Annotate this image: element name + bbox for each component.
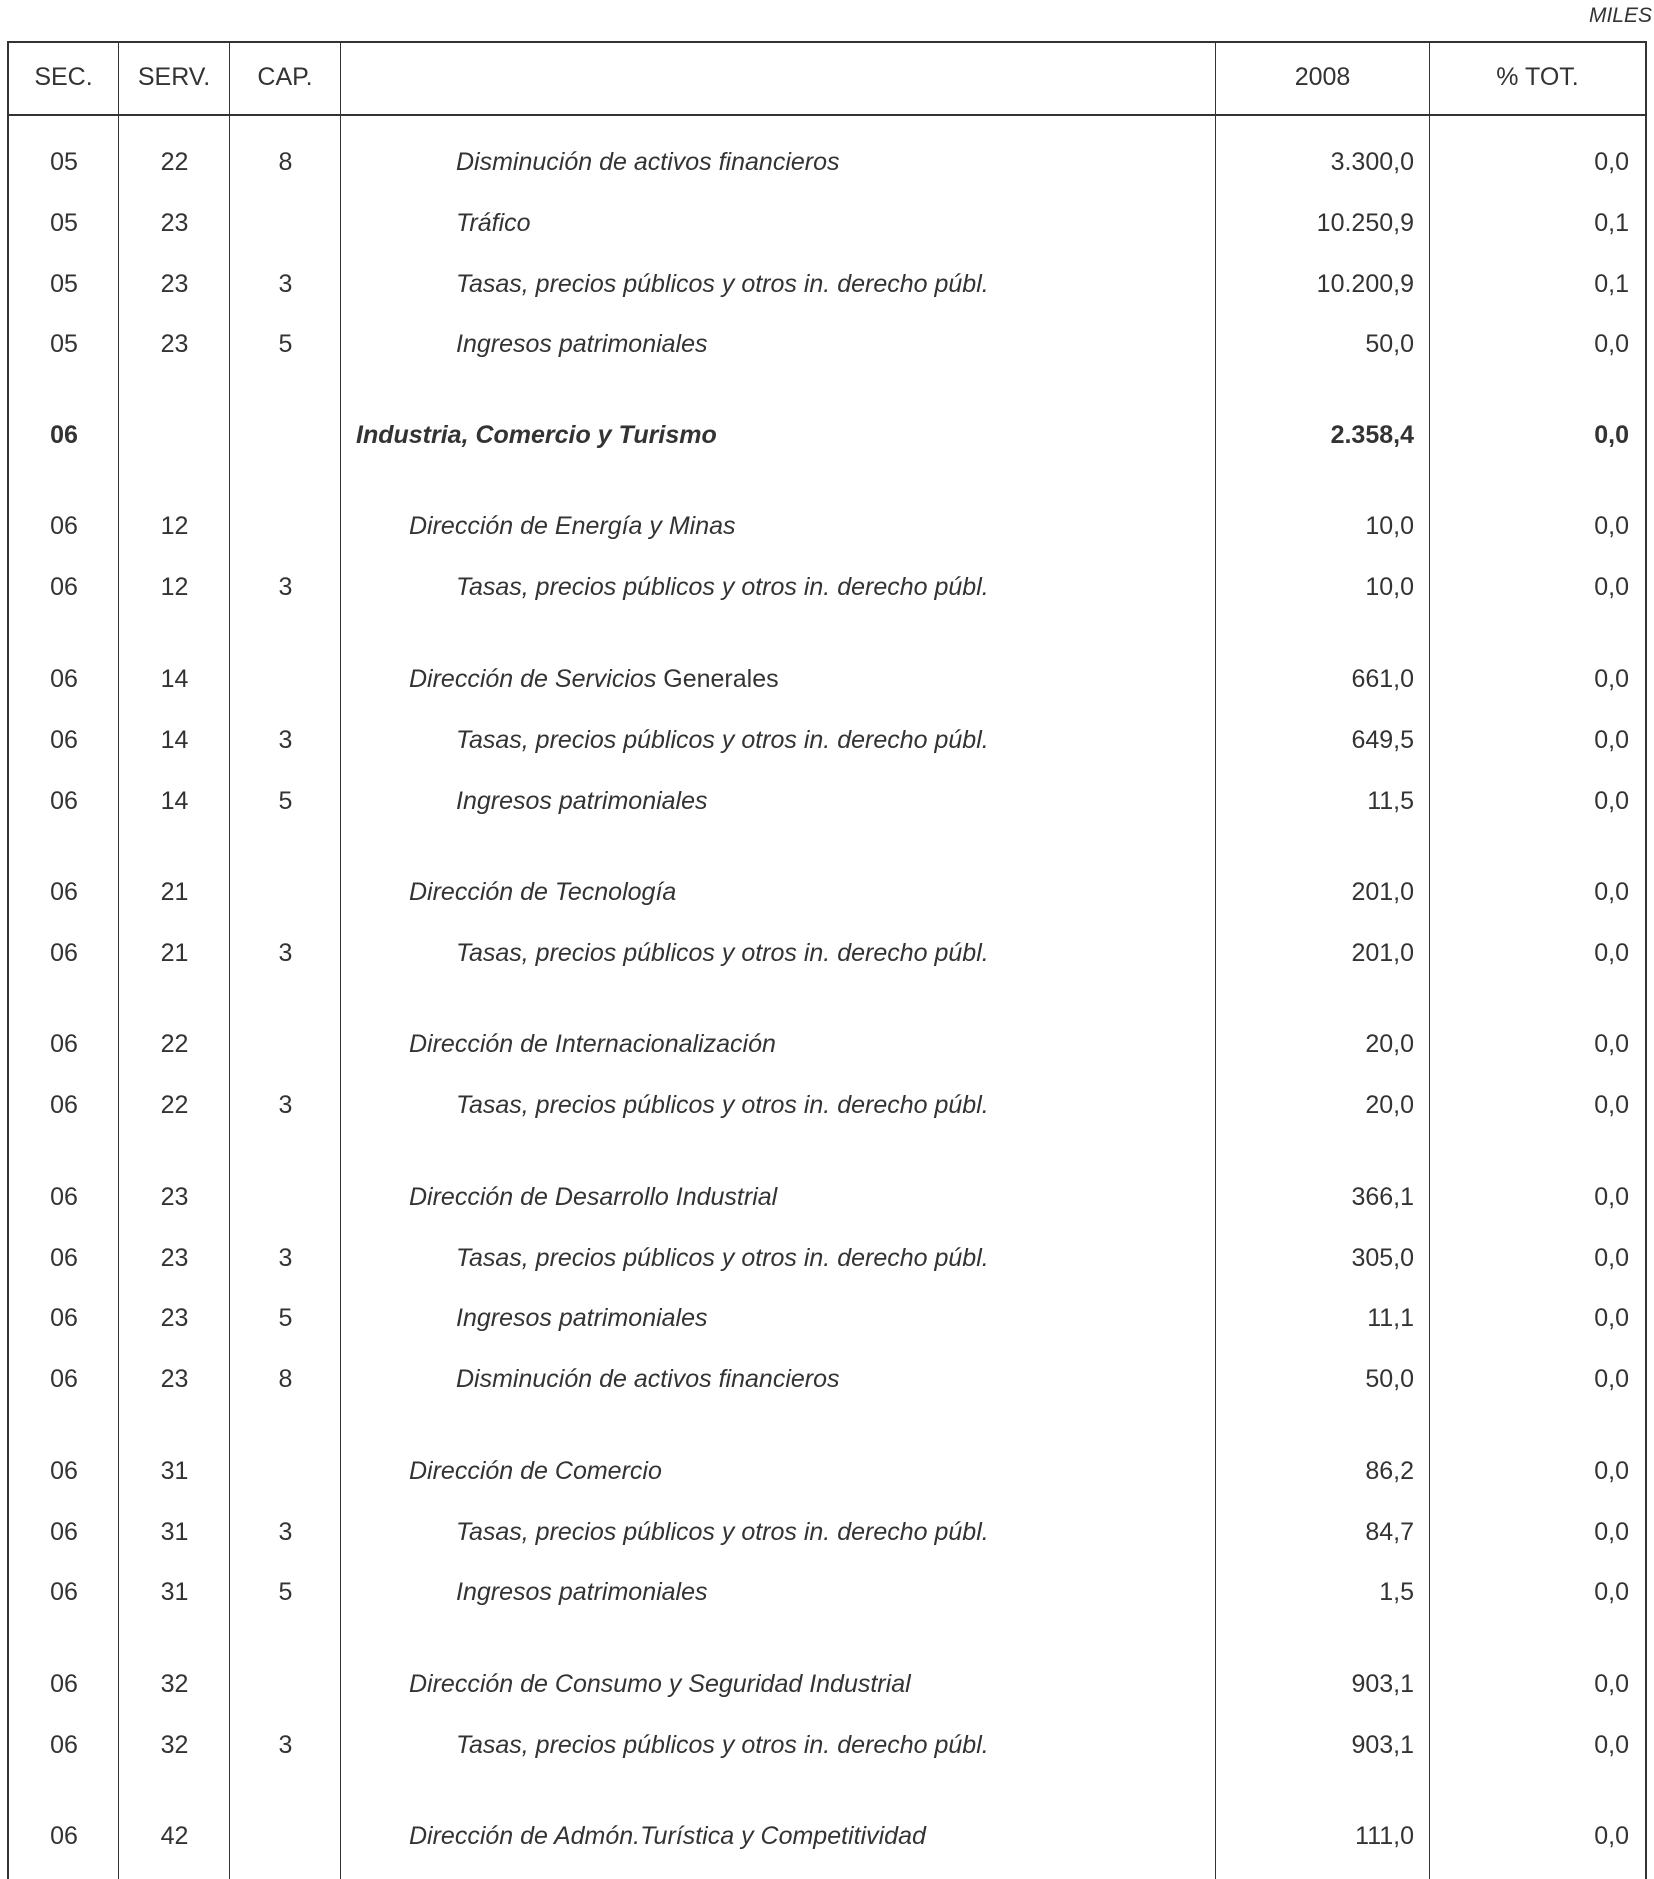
cell-description [456,1512,989,1552]
cell-cap: 3 [278,573,293,601]
table-row [0,1725,1654,1765]
description-text: Tasas, precios públicos y otros in. derecho públ. [456,1518,989,1546]
cell-serv: 21 [160,878,189,906]
cell-description [456,1238,989,1278]
cell-percent-total: 0,0 [1594,787,1629,815]
cell-percent-total: 0,0 [1594,726,1629,754]
cell-description [409,1664,911,1704]
cell-description [409,1177,777,1217]
header-year: 2008 [1294,63,1351,91]
cell-value-2008: 10.200,9 [1316,270,1414,298]
cell-sec: 06 [50,573,78,601]
cell-sec: 06 [50,787,78,815]
cell-serv: 23 [160,209,189,237]
cell-serv: 14 [160,665,189,693]
description-text: Dirección de Servicios [409,665,657,693]
description-text: Ingresos patrimoniales [456,1304,708,1332]
cell-value-2008: 10,0 [1365,512,1414,540]
cell-cap: 8 [278,1365,293,1393]
cell-value-2008: 20,0 [1365,1030,1414,1058]
cell-sec: 06 [50,421,78,449]
cell-description [409,872,676,912]
cell-cap: 3 [278,270,293,298]
cell-sec: 05 [50,330,78,358]
cell-sec: 06 [50,1670,78,1698]
cell-percent-total: 0,0 [1594,330,1629,358]
cell-serv: 14 [160,787,189,815]
cell-description [409,1024,776,1064]
cell-sec: 06 [50,939,78,967]
header-divider [7,114,1647,116]
cell-percent-total: 0,0 [1594,1578,1629,1606]
table-row [0,872,1654,912]
cell-percent-total: 0,1 [1594,209,1629,237]
cell-sec: 06 [50,1518,78,1546]
cell-description [409,659,779,699]
cell-sec: 05 [50,209,78,237]
table-row [0,720,1654,760]
table-row [0,324,1654,364]
table-row [0,1238,1654,1278]
cell-value-2008: 201,0 [1351,939,1414,967]
cell-serv: 23 [160,1365,189,1393]
cell-serv: 31 [160,1457,189,1485]
cell-percent-total: 0,0 [1594,878,1629,906]
cell-value-2008: 20,0 [1365,1091,1414,1119]
description-text: Tasas, precios públicos y otros in. derecho públ. [456,1091,989,1119]
cell-cap: 3 [278,1091,293,1119]
cell-percent-total: 0,0 [1594,573,1629,601]
description-text: Ingresos patrimoniales [456,1578,708,1606]
table-row [0,506,1654,546]
header-description [341,41,1215,114]
cell-serv: 12 [160,512,189,540]
description-text: Dirección de Internacionalización [409,1030,776,1058]
cell-description [456,1572,708,1612]
cell-percent-total: 0,0 [1594,1731,1629,1759]
cell-percent-total: 0,0 [1594,148,1629,176]
cell-sec: 06 [50,1578,78,1606]
cell-sec: 06 [50,1457,78,1485]
table-row [0,933,1654,973]
description-text: Tasas, precios públicos y otros in. derecho públ. [456,1244,989,1272]
description-text: Tasas, precios públicos y otros in. derecho públ. [456,726,989,754]
cell-cap: 8 [278,148,293,176]
cell-value-2008: 649,5 [1351,726,1414,754]
cell-sec: 06 [50,1731,78,1759]
cell-description [456,1359,840,1399]
cell-description [456,324,708,364]
cell-value-2008: 2.358,4 [1330,421,1414,449]
description-text: Dirección de Desarrollo Industrial [409,1183,778,1211]
cell-cap: 5 [278,1578,293,1606]
cell-description [409,506,736,546]
cell-sec: 06 [50,1822,78,1850]
description-text: Disminución de activos financieros [456,1365,840,1393]
cell-value-2008: 84,7 [1365,1518,1414,1546]
description-text: Dirección de Admón.Turística y Competitividad [409,1822,926,1850]
table-row [0,203,1654,243]
cell-value-2008: 111,0 [1355,1822,1414,1850]
cell-percent-total: 0,0 [1594,1822,1629,1850]
table-row [0,781,1654,821]
cell-serv: 22 [160,148,189,176]
cell-sec: 05 [50,148,78,176]
cell-serv: 23 [160,270,189,298]
description-text: Dirección de Comercio [409,1457,662,1485]
table-row [0,1664,1654,1704]
cell-description [409,1816,926,1856]
description-text-tail: Generales [656,665,779,693]
table-row [0,659,1654,699]
description-text: Disminución de activos financieros [456,148,840,176]
description-text: Ingresos patrimoniales [456,787,708,815]
cell-sec: 06 [50,1091,78,1119]
cell-value-2008: 11,5 [1367,787,1414,815]
cell-sec: 06 [50,1183,78,1211]
cell-cap: 3 [278,726,293,754]
cell-description [456,264,989,304]
cell-percent-total: 0,0 [1594,1457,1629,1485]
table-row [0,1085,1654,1125]
cell-description [456,720,989,760]
cell-value-2008: 1,5 [1379,1578,1414,1606]
cell-cap: 3 [278,1244,293,1272]
cell-percent-total: 0,0 [1594,1670,1629,1698]
cell-percent-total: 0,1 [1594,270,1629,298]
cell-serv: 21 [160,939,189,967]
description-text: Dirección de Energía y Minas [409,512,736,540]
cell-percent-total: 0,0 [1594,1183,1629,1211]
cell-value-2008: 305,0 [1351,1244,1414,1272]
cell-sec: 06 [50,726,78,754]
cell-description [456,567,989,607]
table-row [0,1512,1654,1552]
cell-sec: 05 [50,270,78,298]
cell-serv: 32 [160,1670,189,1698]
cell-value-2008: 10,0 [1365,573,1414,601]
cell-description [356,415,717,455]
cell-cap: 3 [278,939,293,967]
cell-serv: 42 [160,1822,189,1850]
cell-value-2008: 903,1 [1351,1670,1414,1698]
cell-serv: 14 [160,726,189,754]
cell-percent-total: 0,0 [1594,421,1629,449]
header-sec: SEC. [34,63,93,91]
cell-serv: 22 [160,1091,189,1119]
table-row [0,1177,1654,1217]
table-row [0,264,1654,304]
description-text: Industria, Comercio y Turismo [356,421,717,449]
table-row [0,1451,1654,1491]
cell-serv: 31 [160,1578,189,1606]
cell-percent-total: 0,0 [1594,512,1629,540]
cell-serv: 23 [160,330,189,358]
description-text: Tasas, precios públicos y otros in. derecho públ. [456,270,989,298]
cell-description [456,1298,708,1338]
cell-sec: 06 [50,878,78,906]
description-text: Tráfico [456,209,531,237]
table-row [0,567,1654,607]
cell-percent-total: 0,0 [1594,665,1629,693]
cell-description [456,142,840,182]
cell-cap: 5 [278,787,293,815]
table-row [0,1816,1654,1856]
cell-sec: 06 [50,1030,78,1058]
table-row [0,1572,1654,1612]
header-serv: SERV. [137,63,211,91]
cell-value-2008: 10.250,9 [1316,209,1414,237]
cell-description [409,1451,662,1491]
cell-sec: 06 [50,1365,78,1393]
cell-value-2008: 366,1 [1351,1183,1414,1211]
cell-percent-total: 0,0 [1594,1365,1629,1393]
cell-value-2008: 86,2 [1365,1457,1414,1485]
units-label: MILES [1588,4,1652,27]
cell-serv: 12 [160,573,189,601]
cell-cap: 5 [278,330,293,358]
header-cap: CAP. [257,63,313,91]
description-text: Tasas, precios públicos y otros in. derecho públ. [456,1731,989,1759]
table-row [0,142,1654,182]
cell-sec: 06 [50,1304,78,1332]
header-percent-total: % TOT. [1496,63,1579,91]
description-text: Tasas, precios públicos y otros in. derecho públ. [456,573,989,601]
cell-sec: 06 [50,512,78,540]
cell-serv: 23 [160,1244,189,1272]
cell-percent-total: 0,0 [1594,939,1629,967]
cell-serv: 32 [160,1731,189,1759]
cell-description [456,1725,989,1765]
cell-cap: 5 [278,1304,293,1332]
table-row [0,1298,1654,1338]
cell-percent-total: 0,0 [1594,1304,1629,1332]
cell-description [456,1085,989,1125]
table-row [0,1024,1654,1064]
description-text: Dirección de Consumo y Seguridad Industrial [409,1670,911,1698]
cell-description [456,203,531,243]
cell-sec: 06 [50,665,78,693]
cell-value-2008: 50,0 [1365,1365,1414,1393]
cell-serv: 23 [160,1304,189,1332]
cell-percent-total: 0,0 [1594,1091,1629,1119]
cell-value-2008: 903,1 [1351,1731,1414,1759]
description-text: Ingresos patrimoniales [456,330,708,358]
cell-serv: 31 [160,1518,189,1546]
description-text: Tasas, precios públicos y otros in. derecho públ. [456,939,989,967]
cell-description [456,781,708,821]
cell-serv: 22 [160,1030,189,1058]
description-text: Dirección de Tecnología [409,878,677,906]
cell-value-2008: 3.300,0 [1330,148,1414,176]
cell-value-2008: 50,0 [1365,330,1414,358]
cell-value-2008: 661,0 [1351,665,1414,693]
cell-percent-total: 0,0 [1594,1030,1629,1058]
table-row [0,415,1654,455]
table-row [0,1359,1654,1399]
cell-value-2008: 201,0 [1351,878,1414,906]
cell-cap: 3 [278,1731,293,1759]
cell-value-2008: 11,1 [1367,1304,1414,1332]
cell-cap: 3 [278,1518,293,1546]
cell-description [456,933,989,973]
cell-percent-total: 0,0 [1594,1518,1629,1546]
cell-sec: 06 [50,1244,78,1272]
cell-serv: 23 [160,1183,189,1211]
cell-percent-total: 0,0 [1594,1244,1629,1272]
